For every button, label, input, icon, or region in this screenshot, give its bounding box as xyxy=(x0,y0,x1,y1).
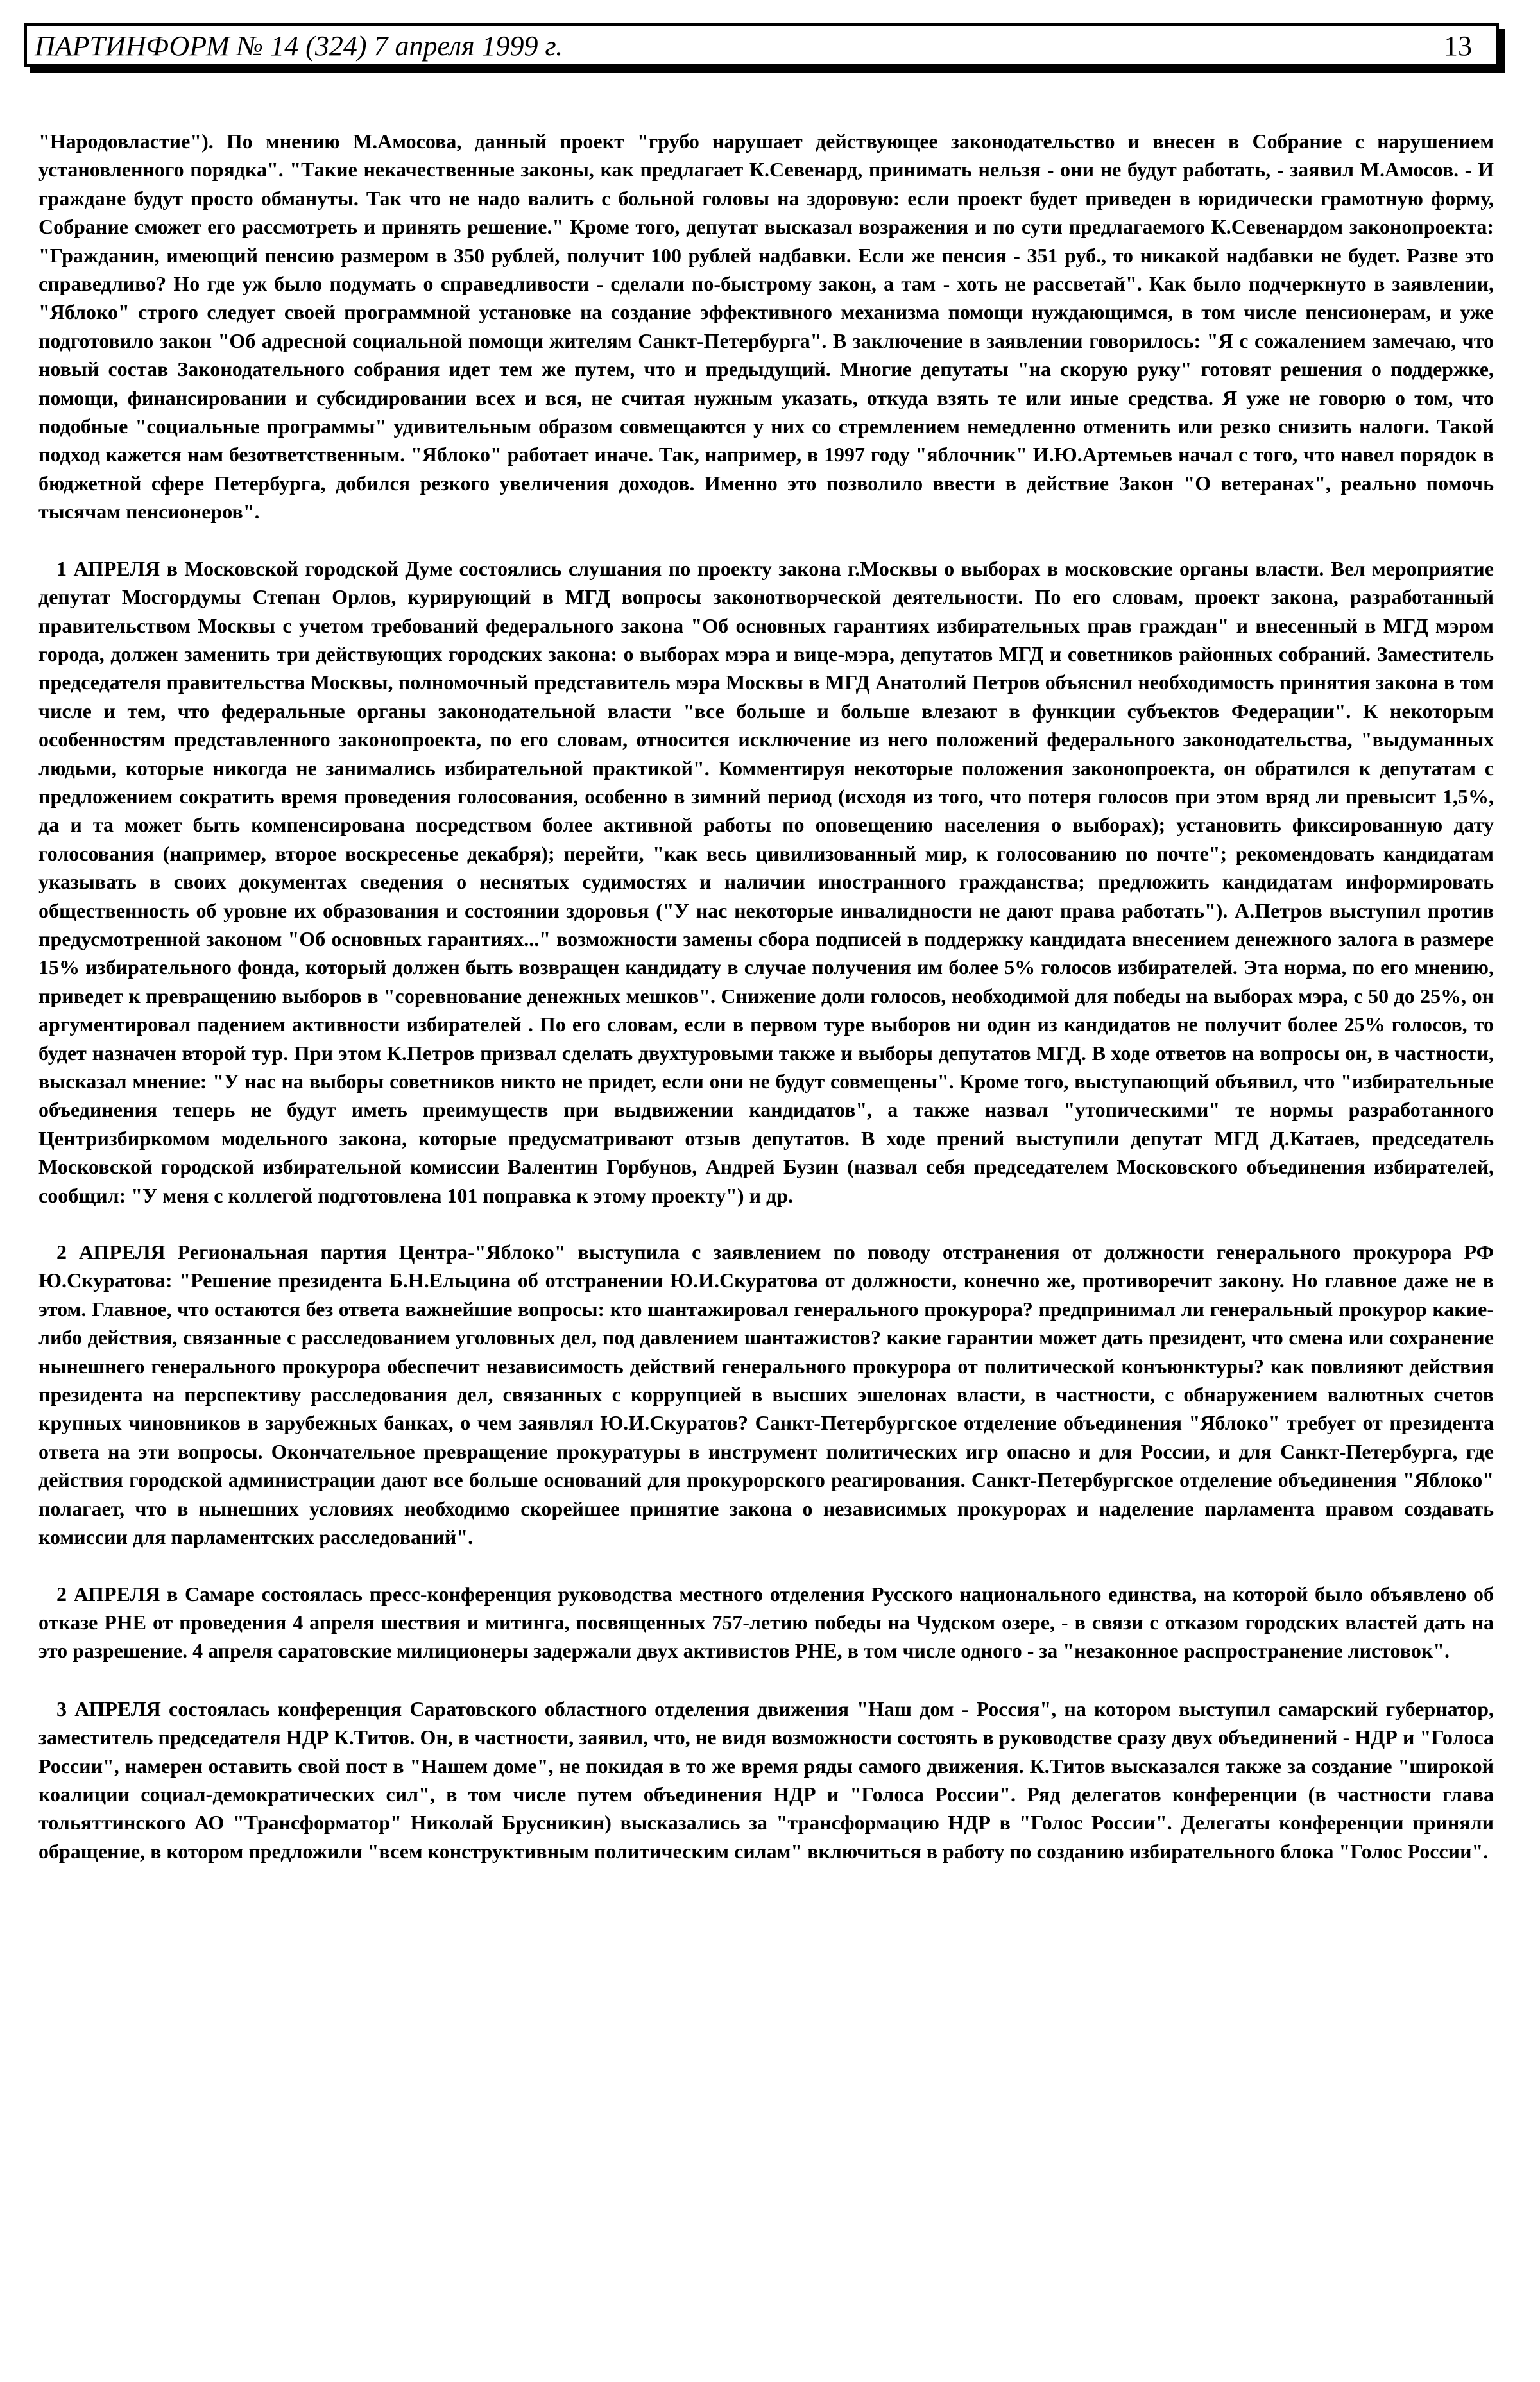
publication-title: ПАРТИНФОРМ № 14 (324) 7 апреля 1999 г. xyxy=(35,30,563,62)
page-number: 13 xyxy=(1444,30,1472,62)
article-body xyxy=(38,127,1494,1865)
paragraph-april-2-yabloko: 2 АПРЕЛЯ Региональная партия Центра-"Яблоко" выступила с заявлением по поводу отстранения от должности генерального прокурора РФ Ю.Скуратова: "Решение президента Б.Н.Ельцина об отстранении Ю.И.Скуратова от должности, конечно же, противоречит закону. Но главное даже не в этом. Главное, что остаются без ответа важнейшие вопросы: кто шантажировал генерального прокурора? предпринимал ли генеральный прокурор какие-либо действия, связанные с расследованием уголовных дел, под давлением шантажистов? какие гарантии может дать президент, что смена или сохранение нынешнего генерального прокурора обеспечит независимость действий генерального прокурора от политической конъюнктуры? как повлияют действия президента на перспективу расследования дел, связанных с коррупцией в высших эшелонах власти, в частности, с обнаружением валютных счетов крупных чиновников в зарубежных банках, о чем заявлял Ю.И.Скуратов? Санкт-Петербургское отделение объединения "Яблоко" требует от президента ответа на эти вопросы. Окончательное превращение прокуратуры в инструмент политических игр опасно и для России, и для Санкт-Петербурга, где действия городской администрации дают все больше оснований для прокурорского реагирования. Санкт-Петербургское отделение объединения "Яблоко" полагает, что в нынешних условиях необходимо скорейшее принятие закона о независимых прокурорах и наделение парламента правом создавать комиссии для парламентских расследований". xyxy=(38,1240,1494,1549)
paragraph-april-1-moscow: 1 АПРЕЛЯ в Московской городской Думе состоялись слушания по проекту закона г.Москвы о выборах в московские органы власти. Вел мероприятие депутат Мосгордумы Степан Орлов, курирующий в МГД вопросы законотворческой деятельности. По его словам, проект закона, разработанный правительством Москвы с учетом требований федерального закона "Об основных гарантиях избирательных прав граждан" и внесенный в МГД мэром города, должен заменить три действующих городских закона: о выборах мэра и вице-мэра, депутатов МГД и советников районных собраний. Заместитель председателя правительства Москвы, полномочный представитель мэра Москвы в МГД Анатолий Петров объяснил необходимость принятия закона в том числе и тем, что федеральные органы законодательной власти "все больше и больше влезают в функции субъектов Федерации". К некоторым особенностям представленного законопроекта, по его словам, относится исключение из него положений федерального законодательства, "выдуманных людьми, которые никогда не занимались избирательной практикой". Комментируя некоторые положения законопроекта, он обратился к депутатам с предложением сократить время проведения голосования, особенно в зимний период (исходя из того, что потеря голосов при этом вряд ли превысит 1,5%, да и та может быть компенсирована посредством более активной работы по оповещению населения о выборах); установить фиксированную дату голосования (например, второе воскресенье декабря); перейти, "как весь цивилизованный мир, к голосованию по почте"; рекомендовать кандидатам указывать в своих документах сведения о неснятых судимостях и наличии иностранного гражданства; предложить кандидатам информировать общественность об уровне их образования и состоянии здоровья ("У нас некоторые инвалидности не дают права работать"). А.Петров выступил против предусмотренной законом "Об основных гарантиях..." возможности замены сбора подписей в поддержку кандидата внесением денежного залога в размере 15% избирательного фонда, который должен быть возвращен кандидату в случае получения им более 5% голосов избирателей. Эта норма, по его мнению, приведет к превращению выборов в "соревнование денежных мешков". Снижение доли голосов, необходимой для победы на выборах мэра, с 50 до 25%, он аргументировал падением активности избирателей . По его словам, если в первом туре выборов ни один из кандидатов не получит более 25% голосов, то будет назначен второй тур. При этом К.Петров призвал сделать двухтуровыми также и выборы депутатов МГД. В ходе ответов на вопросы он, в частности, высказал мнение: "У нас на выборы советников никто не придет, если они не будут совмещены". Кроме того, выступающий объявил, что "избирательные объединения теперь не будут иметь преимуществ при выдвижении кандидатов", а также назвал "утопическими" те нормы разработанного Центризбиркомом модельного закона, которые предусматривают отзыв депутатов. В ходе прений выступили депутат МГД Д.Катаев, председатель Московской городской избирательной комиссии Валентин Горбунов, Андрей Бузин (назвал себя председателем Московского объединения избирателей, сообщил: "У меня с коллегой подготовлена 101 поправка к этому проекту") и др. xyxy=(38,556,1494,1207)
paragraph-continuation: "Народовластие"). По мнению М.Амосова, данный проект "грубо нарушает действующее законодательство и внесен в Собрание с нарушением установленного порядка". "Такие некачественные законы, как предлагает К.Севенард, принимать нельзя - они не будут работать, - заявил М.Амосов. - И граждане будут просто обмануты. Так что не надо валить с больной головы на здоровую: если проект будет приведен в юридически грамотную форму, Собрание сможет его рассмотреть и принять решение." Кроме того, депутат высказал возражения и по сути предлагаемого К.Севенардом законопроекта: "Гражданин, имеющий пенсию размером в 350 рублей, получит 100 рублей надбавки. Если же пенсия - 351 руб., то никакой надбавки не будет. Разве это справедливо? Но где уж было подумать о справедливости - сделали по-быстрому закон, а там - хоть не рассветай". Как было подчеркнуто в заявлении, "Яблоко" строго следует своей программной установке на создание эффективного механизма помощи нуждающимся, в том числе пенсионерам, и уже подготовило закон "Об адресной социальной помощи жителям Санкт-Петербурга". В заключение в заявлении говорилось: "Я с сожалением замечаю, что новый состав Законодательного собрания идет тем же путем, что и предыдущий. Многие депутаты "на скорую руку" готовят решения о поддержке, помощи, финансировании и субсидировании всех и вся, не считая нужным указать, откуда взять те или иные средства. Я уже не говорю о том, что подобные "социальные программы" удивительным образом совмещаются у них со стремлением немедленно отменить или резко снизить налоги. Такой подход кажется нам безответственным. "Яблоко" работает иначе. Так, например, в 1997 году "яблочник" И.Ю.Артемьев начал с того, что навел порядок в бюджетной сфере Петербурга, добился резкого увеличения доходов. Именно это позволило ввести в действие Закон "О ветеранах", реально помочь тысячам пенсионеров". xyxy=(38,130,1494,524)
page-header xyxy=(24,23,1499,67)
paragraph-april-3-saratov: 3 АПРЕЛЯ состоялась конференция Саратовского областного отделения движения "Наш дом - Россия", на котором выступил самарский губернатор, заместитель председателя НДР К.Титов. Он, в частности, заявил, что, не видя возможности состоять в руководстве сразу двух объединений - НДР и "Голоса России", намерен оставить свой пост в "Нашем доме", не покидая в то же время ряды самого движения. К.Титов высказался также за создание "широкой коалиции социал-демократических сил", в том числе путем объединения НДР и "Голоса России". Ряд делегатов конференции (в частности глава тольяттинского АО "Трансформатор" Николай Брусникин) высказались за "трансформацию НДР в "Голос России". Делегаты конференции приняли обращение, в котором предложили "всем конструктивным политическим силам" включиться в работу по созданию избирательного блока "Голос России". xyxy=(38,1697,1494,1863)
paragraph-april-2-samara: 2 АПРЕЛЯ в Самаре состоялась пресс-конференция руководства местного отделения Русского национального единства, на которой было объявлено об отказе РНЕ от проведения 4 апреля шествия и митинга, посвященных 757-летию победы на Чудском озере, - в связи с отказом городских властей дать на это разрешение. 4 апреля саратовские милиционеры задержали двух активистов РНЕ, в том числе одного - за "незаконное распространение листовок". xyxy=(38,1582,1494,1663)
